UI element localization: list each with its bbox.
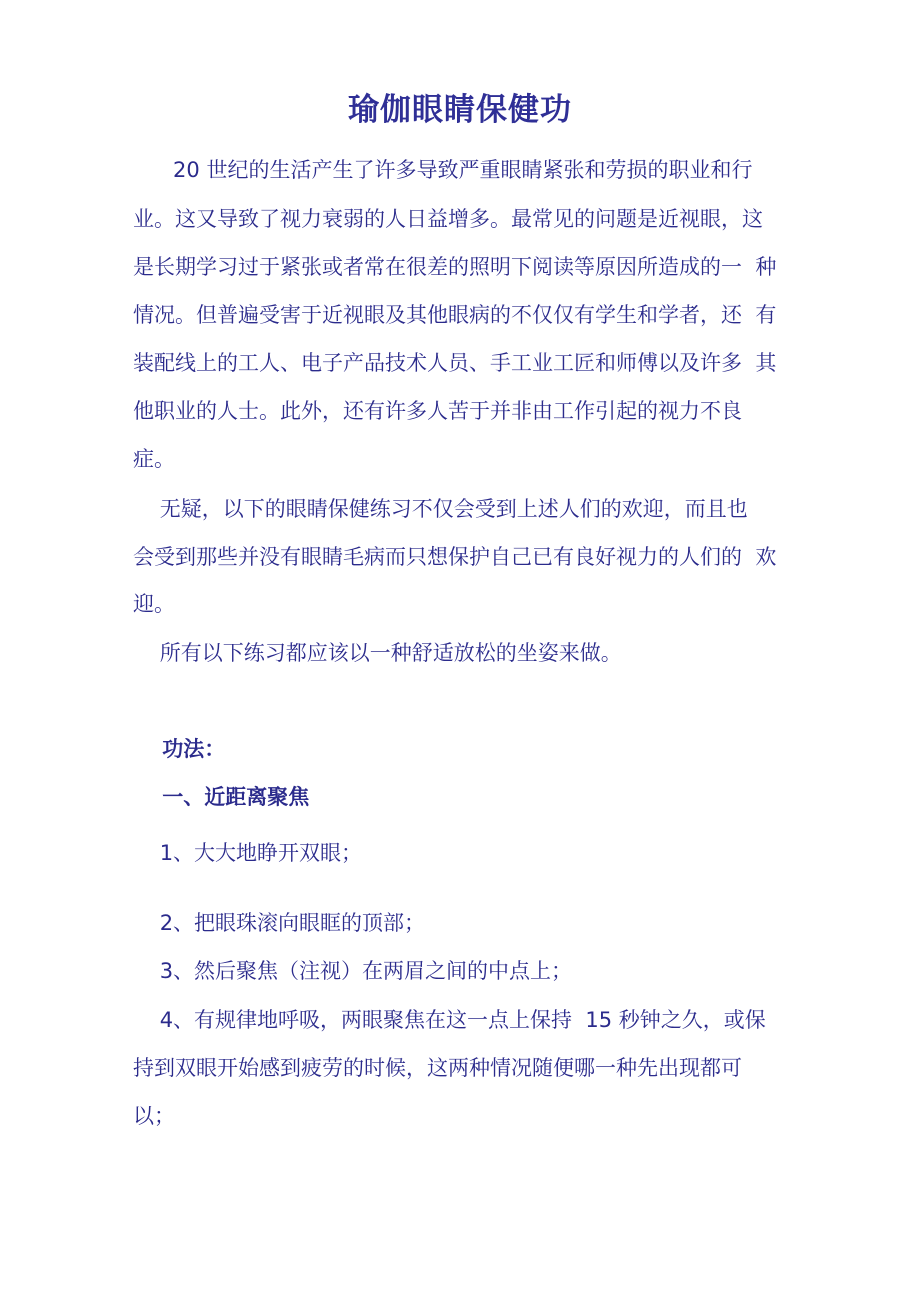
paragraph-line: 迎。 (133, 592, 175, 616)
step-line: 以； (133, 1104, 175, 1128)
intro-line: 症。 (133, 447, 175, 471)
intro-line: 业。这又导致了视力衰弱的人日益增多。最常见的问题是近视眼，这 (133, 207, 763, 231)
intro-line: 情况。但普遍受害于近视眼及其他眼病的不仅仅有学生和学者，还 有 (133, 303, 777, 327)
intro-line: 20 世纪的生活产生了许多导致严重眼睛紧张和劳损的职业和行 (133, 158, 753, 182)
document-title: 瑜伽眼睛保健功 (348, 92, 572, 128)
step-line: 持到双眼开始感到疲劳的时候，这两种情况随便哪一种先出现都可 (133, 1056, 742, 1080)
paragraph-line: 无疑，以下的眼睛保健练习不仅会受到上述人们的欢迎，而且也 (133, 497, 748, 521)
intro-line: 是长期学习过于紧张或者常在很差的照明下阅读等原因所造成的一 种 (133, 255, 777, 279)
step-line: 1、大大地睁开双眼； (133, 841, 363, 865)
intro-line: 装配线上的工人、电子产品技术人员、手工业工匠和师傅以及许多 其 (133, 351, 777, 375)
step-line: 3、然后聚焦（注视）在两眉之间的中点上； (133, 959, 573, 983)
method-heading: 功法： (133, 737, 226, 761)
intro-line: 他职业的人士。此外，还有许多人苦于并非由工作引起的视力不良 (133, 399, 742, 423)
paragraph-line: 所有以下练习都应该以一种舒适放松的坐姿来做。 (133, 641, 622, 665)
step-line: 2、把眼珠滚向眼眶的顶部； (133, 911, 426, 935)
step-line: 4、有规律地呼吸，两眼聚焦在这一点上保持 15 秒钟之久，或保 (133, 1008, 766, 1032)
section-heading: 一、近距离聚焦 (133, 785, 310, 809)
paragraph-line: 会受到那些并没有眼睛毛病而只想保护自己已有良好视力的人们的 欢 (133, 545, 777, 569)
